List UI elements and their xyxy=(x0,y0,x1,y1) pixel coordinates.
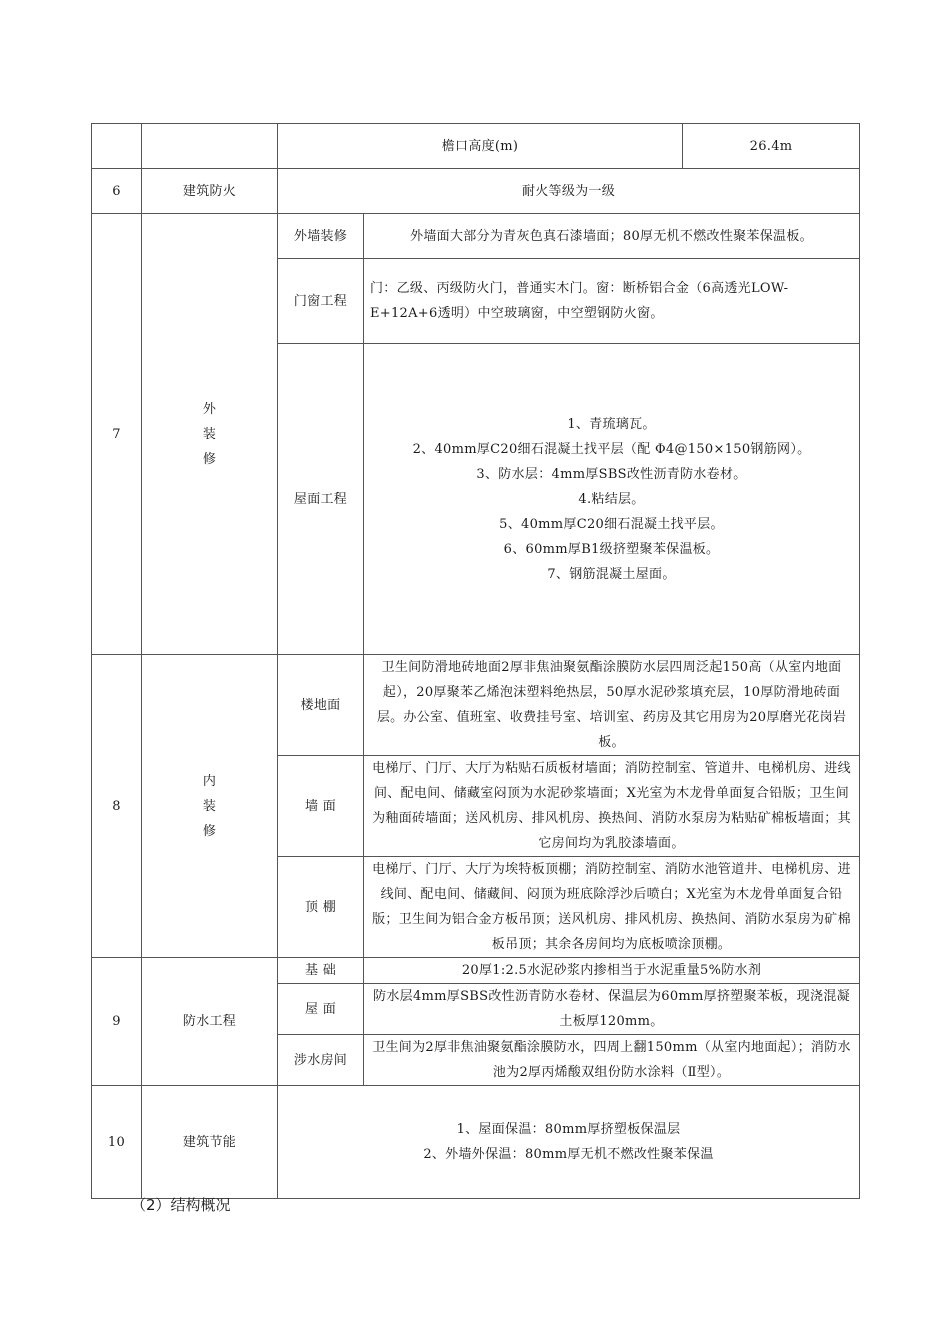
window-text: 门：乙级、丙级防火门，普通实木门。窗：断桥铝合金（6高透光LOW-E+12A+6透明）中空玻璃窗，中空塑钢防火窗。 xyxy=(364,259,860,344)
exterior-wall-text: 外墙面大部分为青灰色真石漆墙面；80厚无机不燃改性聚苯保温板。 xyxy=(364,214,860,259)
sub-label: 涉水房间 xyxy=(278,1035,364,1086)
sub-label: 楼地面 xyxy=(278,655,364,756)
list-item: 4.粘结层。 xyxy=(578,491,645,507)
list-item: 5、40mm厚C20细石混凝土找平层。 xyxy=(499,516,724,532)
row-number: 9 xyxy=(92,958,142,1086)
table-row xyxy=(92,169,860,214)
empty-cell xyxy=(142,124,278,169)
roof-waterproof-text: 防水层4mm厚SBS改性沥青防水卷材、保温层为60mm厚挤塑聚苯板，现浇混凝土板厚120mm。 xyxy=(364,984,860,1035)
sub-label: 门窗工程 xyxy=(278,259,364,344)
foundation-waterproof-text: 20厚1:2.5水泥砂浆内掺相当于水泥重量5%防水剂 xyxy=(364,958,860,984)
category-char: 修 xyxy=(202,823,217,839)
table-row xyxy=(92,214,860,259)
list-item: 1、屋面保温：80mm厚挤塑板保温层 xyxy=(456,1122,681,1137)
row-number: 8 xyxy=(92,655,142,958)
list-item: 3、防水层：4mm厚SBS改性沥青防水卷材。 xyxy=(476,466,747,482)
sub-label: 屋 面 xyxy=(278,984,364,1035)
row-number: 10 xyxy=(92,1086,142,1199)
floor-text: 卫生间防滑地砖地面2厚非焦油聚氨酯涂膜防水层四周泛起150高（从室内地面起），20厚聚苯乙烯泡沫塑料绝热层，50厚水泥砂浆填充层，10厚防滑地砖面层。办公室、值班室、收费挂号室、培训室、药房及其它用房为20厚磨光花岗岩板。 xyxy=(364,655,860,756)
wet-room-waterproof-text: 卫生间为2厚非焦油聚氨酯涂膜防水，四周上翻150mm（从室内地面起）；消防水池为2厚丙烯酸双组份防水涂料（Ⅱ型）。 xyxy=(364,1035,860,1086)
table-row xyxy=(92,655,860,756)
list-item: 7、钢筋混凝土屋面。 xyxy=(547,566,676,582)
row-number: 6 xyxy=(92,169,142,214)
roof-spec-list xyxy=(364,344,860,655)
category-char: 外 xyxy=(202,401,217,417)
ceiling-text: 电梯厅、门厅、大厅为埃特板顶棚；消防控制室、消防水池管道井、电梯机房、进线间、配电间、储藏间、闷顶为班底除浮沙后喷白；X光室为木龙骨单面复合铅版；卫生间为铝合金方板吊顶；送风机房、排风机房、换热间、消防水泵房为矿棉板吊顶；其余各房间均为底板喷涂顶棚。 xyxy=(364,857,860,958)
building-spec-table xyxy=(91,123,860,1199)
category-char: 装 xyxy=(202,426,217,442)
sub-label: 墙 面 xyxy=(278,756,364,857)
sub-label: 基 础 xyxy=(278,958,364,984)
energy-spec-list xyxy=(278,1086,860,1199)
category-label xyxy=(142,655,278,958)
fire-rating-text: 耐火等级为一级 xyxy=(278,169,860,214)
sub-label: 屋面工程 xyxy=(278,344,364,655)
list-item: 2、40mm厚C20细石混凝土找平层（配 Φ4@150×150钢筋网）。 xyxy=(412,441,811,457)
category-label xyxy=(142,214,278,655)
category-char: 修 xyxy=(202,451,217,467)
list-item: 1、青琉璃瓦。 xyxy=(567,416,656,432)
table-row xyxy=(92,958,860,984)
eave-height-label: 檐口高度(m) xyxy=(278,124,683,169)
category-label: 防水工程 xyxy=(142,958,278,1086)
table-row xyxy=(92,124,860,169)
category-char: 内 xyxy=(202,773,217,789)
category-label: 建筑节能 xyxy=(142,1086,278,1199)
row-number: 7 xyxy=(92,214,142,655)
sub-label: 顶 棚 xyxy=(278,857,364,958)
interior-wall-text: 电梯厅、门厅、大厅为粘贴石质板材墙面；消防控制室、管道井、电梯机房、进线间、配电间、储藏室闷顶为水泥砂浆墙面；X光室为木龙骨单面复合铅版；卫生间为釉面砖墙面；送风机房、排风机房、换热间、消防水泵房为粘贴矿棉板墙面；其它房间均为乳胶漆墙面。 xyxy=(364,756,860,857)
table-row xyxy=(92,1086,860,1199)
category-label: 建筑防火 xyxy=(142,169,278,214)
empty-cell xyxy=(92,124,142,169)
list-item: 6、60mm厚B1级挤塑聚苯保温板。 xyxy=(503,541,720,557)
category-char: 装 xyxy=(202,798,217,814)
section-heading: （2）结构概况 xyxy=(131,1196,231,1214)
sub-label: 外墙装修 xyxy=(278,214,364,259)
eave-height-value: 26.4m xyxy=(683,124,860,169)
list-item: 2、外墙外保温：80mm厚无机不燃改性聚苯保温 xyxy=(423,1147,714,1162)
